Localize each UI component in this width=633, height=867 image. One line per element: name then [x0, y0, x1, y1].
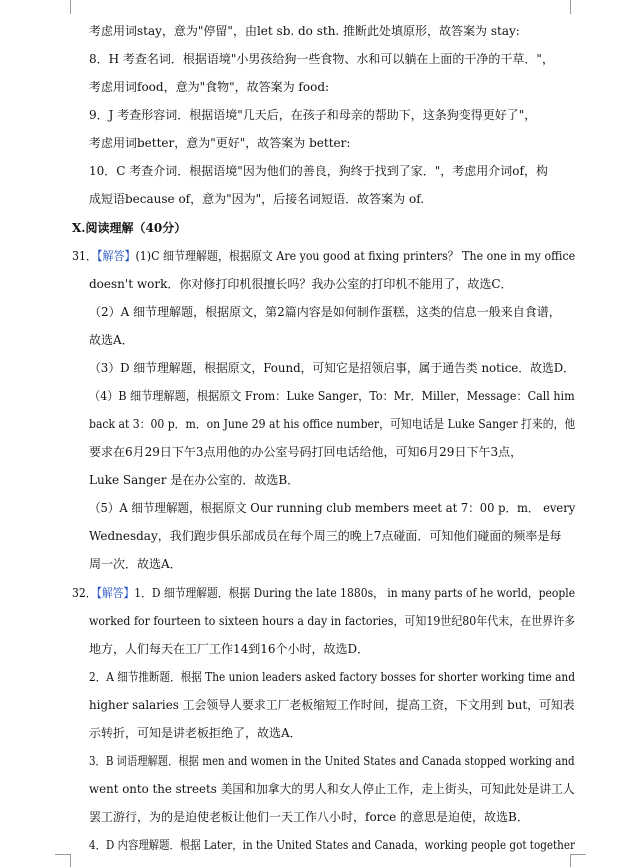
text-line: 故选A．	[89, 333, 134, 347]
text-line: 成短语because of，意为"因为"，后接名词短语．故答案为 of.	[89, 192, 425, 206]
question-number: 32．	[72, 586, 97, 600]
text-line: 考虑用词food，意为"食物"，故答案为 food:	[89, 80, 330, 94]
text-line: Wednesday，我们跑步俱乐部成员在每个周三的晚上7点碰面．可知他们碰面的频率是每	[89, 529, 562, 543]
text-line: （4）B 细节理解题，根据原文 From：Luke Sanger，To：Mr．Miller，Message：Call him	[89, 389, 575, 403]
text-line: 1．D 细节理解题．根据 During the late 1880s， in many parts of he world，people	[134, 586, 576, 600]
question-number: 31．	[72, 249, 97, 263]
text-line: 10．C 考查介词．根据语境"因为他们的善良，狗终于找到了家．"，考虑用介词of，构	[89, 164, 548, 178]
text-line: 要求在6月29日下午3点用他的办公室号码打回电话给他，可知6月29日下午3点，	[89, 445, 523, 459]
text-line: 罢工游行，为的是迫使老板让他们一天工作八小时，force 的意思是迫使，故选B．	[89, 810, 529, 824]
text-line: 9．J 考查形容词．根据语境"几天后，在孩子和母亲的帮助下，这条狗变得更好了"，	[89, 108, 537, 122]
text-line: 考虑用词better，意为"更好"，故答案为 better:	[89, 136, 351, 150]
text-line: 地方，人们每天在工厂工作14到16个小时，故选D．	[89, 642, 370, 656]
question-32-line	[72, 585, 575, 601]
text-line: 考虑用词stay，意为"停留"，由let sb. do sth. 推断此处填原形，故答案为 stay:	[89, 24, 520, 38]
text-line: 8．H 考查名词．根据语境"小男孩给狗一些食物、水和可以躺在上面的干净的干草．"，	[89, 52, 554, 66]
text-line: back at 3：00 p．m．on June 29 at his office number，可知电话是 Luke Sanger 打来的，他	[89, 417, 576, 431]
crop-mark-bottom-right	[570, 854, 586, 867]
answer-tag: 【解答】	[96, 586, 135, 600]
answer-tag: 【解答】	[96, 249, 136, 263]
text-line: 3．B 词语理解题．根据 men and women in the United States and Canada stopped working and	[89, 754, 575, 768]
crop-mark-bottom-left	[55, 854, 71, 867]
text-line: （3）D 细节理解题，根据原文，Found，可知它是招领启事，属于通告类 notice．故选D．	[89, 361, 575, 375]
text-line: 周一次．故选A．	[89, 557, 182, 571]
text-line: worked for fourteen to sixteen hours a day in factories，可知19世纪80年代末，在世界许多	[89, 614, 576, 628]
text-line: 4．D 内容理解题．根据 Later，in the United States and Canada，working people got together	[89, 838, 575, 852]
crop-mark-top-left	[70, 0, 71, 14]
question-31-line	[72, 248, 575, 264]
text-line: doesn't work．你对修打印机很擅长吗？我办公室的打印机不能用了，故选C．	[89, 277, 513, 291]
text-line: higher salaries 工会领导人要求工厂老板缩短工作时间，提高工资，下文用到 but，可知表	[89, 698, 575, 712]
text-line: (1)C 细节理解题，根据原文 Are you good at fixing printers？ The one in my office	[135, 249, 576, 263]
text-line: went onto the streets 美国和加拿大的男人和女人停止工作，走上街头，可知此处是讲工人	[89, 782, 575, 796]
text-line: 示转折，可知是讲老板拒绝了，故选A．	[89, 726, 302, 740]
section-heading: X.阅读理解（40分）	[72, 221, 187, 235]
text-line: （2）A 细节理解题，根据原文，第2篇内容是如何制作蛋糕，这类的信息一般来自食谱，	[89, 305, 561, 319]
crop-mark-top-right	[570, 0, 571, 14]
text-line: Luke Sanger 是在办公室的．故选B．	[89, 473, 300, 487]
text-line: （5）A 细节理解题，根据原文 Our running club members meet at 7：00 p．m． every	[89, 501, 576, 515]
text-line: 2．A 细节推断题．根据 The union leaders asked factory bosses for shorter working time and	[89, 670, 576, 684]
